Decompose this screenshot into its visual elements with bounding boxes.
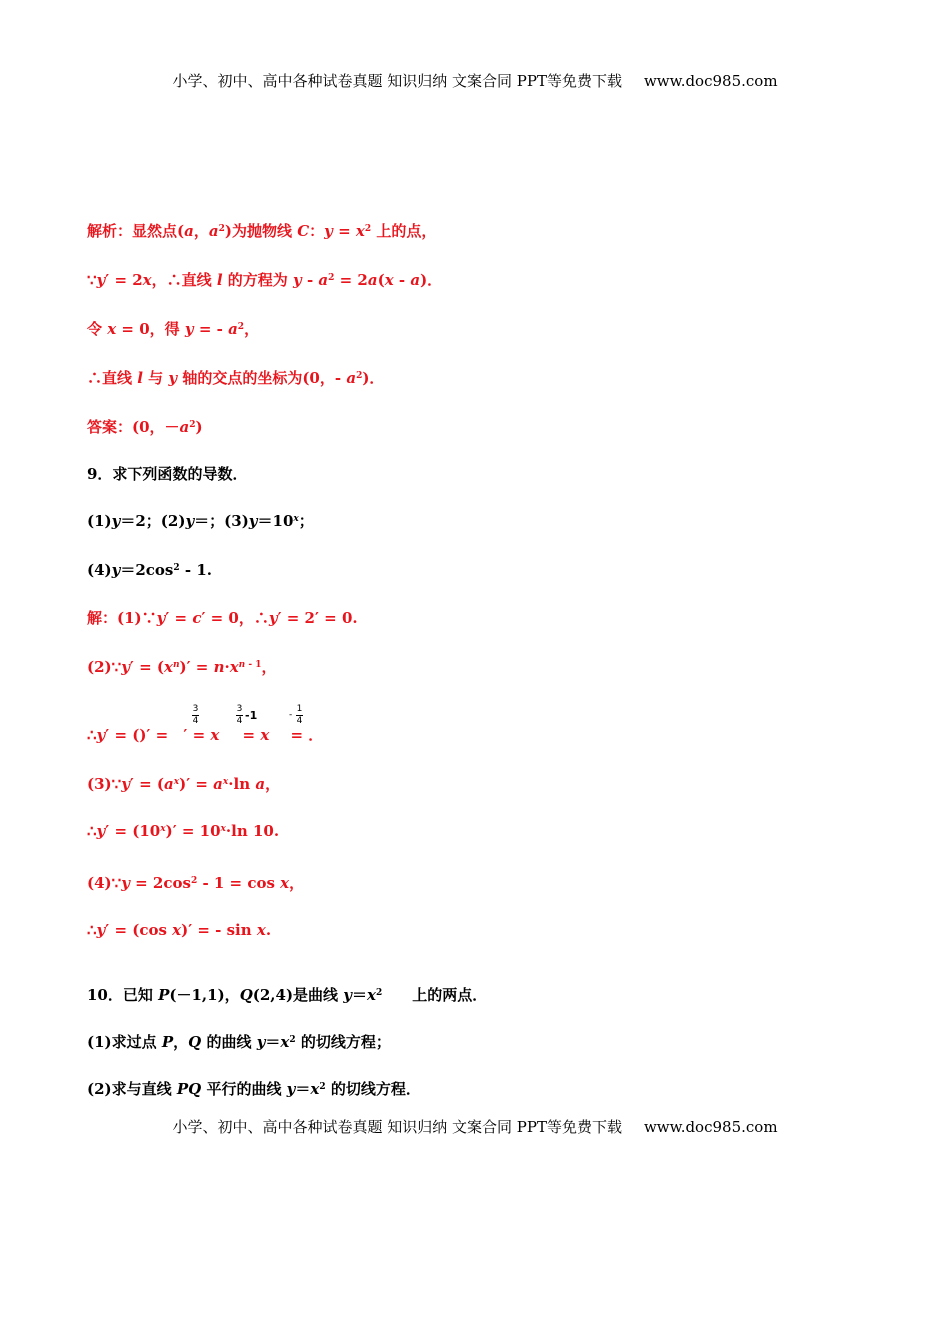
exponent-fraction-1: 3 4 [192,704,199,726]
answer8: 答案：(0，$-a^2$) [87,418,203,436]
question9-line2: $(4)y=2\cos^2 - 1$. [87,561,212,579]
question10-line3: (2)求与直线 PQ 平行的曲线 $y=x^2$ 的切线方程． [87,1080,421,1098]
page-footer [0,1116,950,1137]
exponent-minus-one: -1 [245,709,258,722]
footer-url: www.doc985.com [643,1118,778,1136]
solution9-line6: (4)∵y = $2\cos^2 - 1 = \cos x$， [87,874,305,892]
question10-line1: 10．已知 P(－1,1)，Q(2,4)是曲线 $y=x^2$ 上的两点． [87,986,488,1004]
question9-line1: (1)y＝2；(2)y＝；$(3)y=10^x$； [87,512,314,530]
solution9-line5: ∴y′ = $(10^x)' = 10^x\cdot\ln$ 10. [87,822,280,840]
header-url: www.doc985.com [643,72,778,90]
question9-title: 9．求下列函数的导数． [87,465,248,483]
solution9-line7: ∴y′ = (cos x)′ = - sin x. [87,921,272,939]
solution8-line2: ∵y′ = 2x，∴直线 l 的方程为 $y - a^2 = 2a(x - a)$． [87,271,443,289]
solution9-line4: (3)∵y′ = $(a^x)' = a^x\cdot\ln$ a， [87,775,281,793]
exponent-minus-sign: - [289,710,293,720]
question10-line2: (1)求过点 P，Q 的曲线 $y=x^2$ 的切线方程； [87,1033,391,1051]
solution8-line3: 令 x = 0，得 y = - $a^2$， [87,320,260,338]
exponent-fraction-3: 1 4 [296,704,303,726]
exponent-fraction-2: 3 4 [236,704,243,726]
page-header [0,70,950,91]
header-text: 小学、初中、高中各种试卷真题 知识归纳 文案合同 PPT等免费下载 [172,72,622,90]
solution9-line1: 解：(1)∵y′ = c′ = 0，∴y′ = 2′ = 0. [87,609,358,627]
footer-text: 小学、初中、高中各种试卷真题 知识归纳 文案合同 PPT等免费下载 [172,1118,622,1136]
solution8-line4: ∴直线 l 与 y 轴的交点的坐标为(0，- $a^2$)． [87,369,385,387]
solution9-line3: ∴y′ = ()′ = ′ = x = x = ． [87,726,324,744]
solution8-line1: 解析：显然点(a，$a^2$)为抛物线 C：$y = x^2$ 上的点， [87,222,437,240]
solution9-line2: (2)∵y′ = $(x^n)' = n\cdot x^{n - 1}$， [87,658,277,676]
